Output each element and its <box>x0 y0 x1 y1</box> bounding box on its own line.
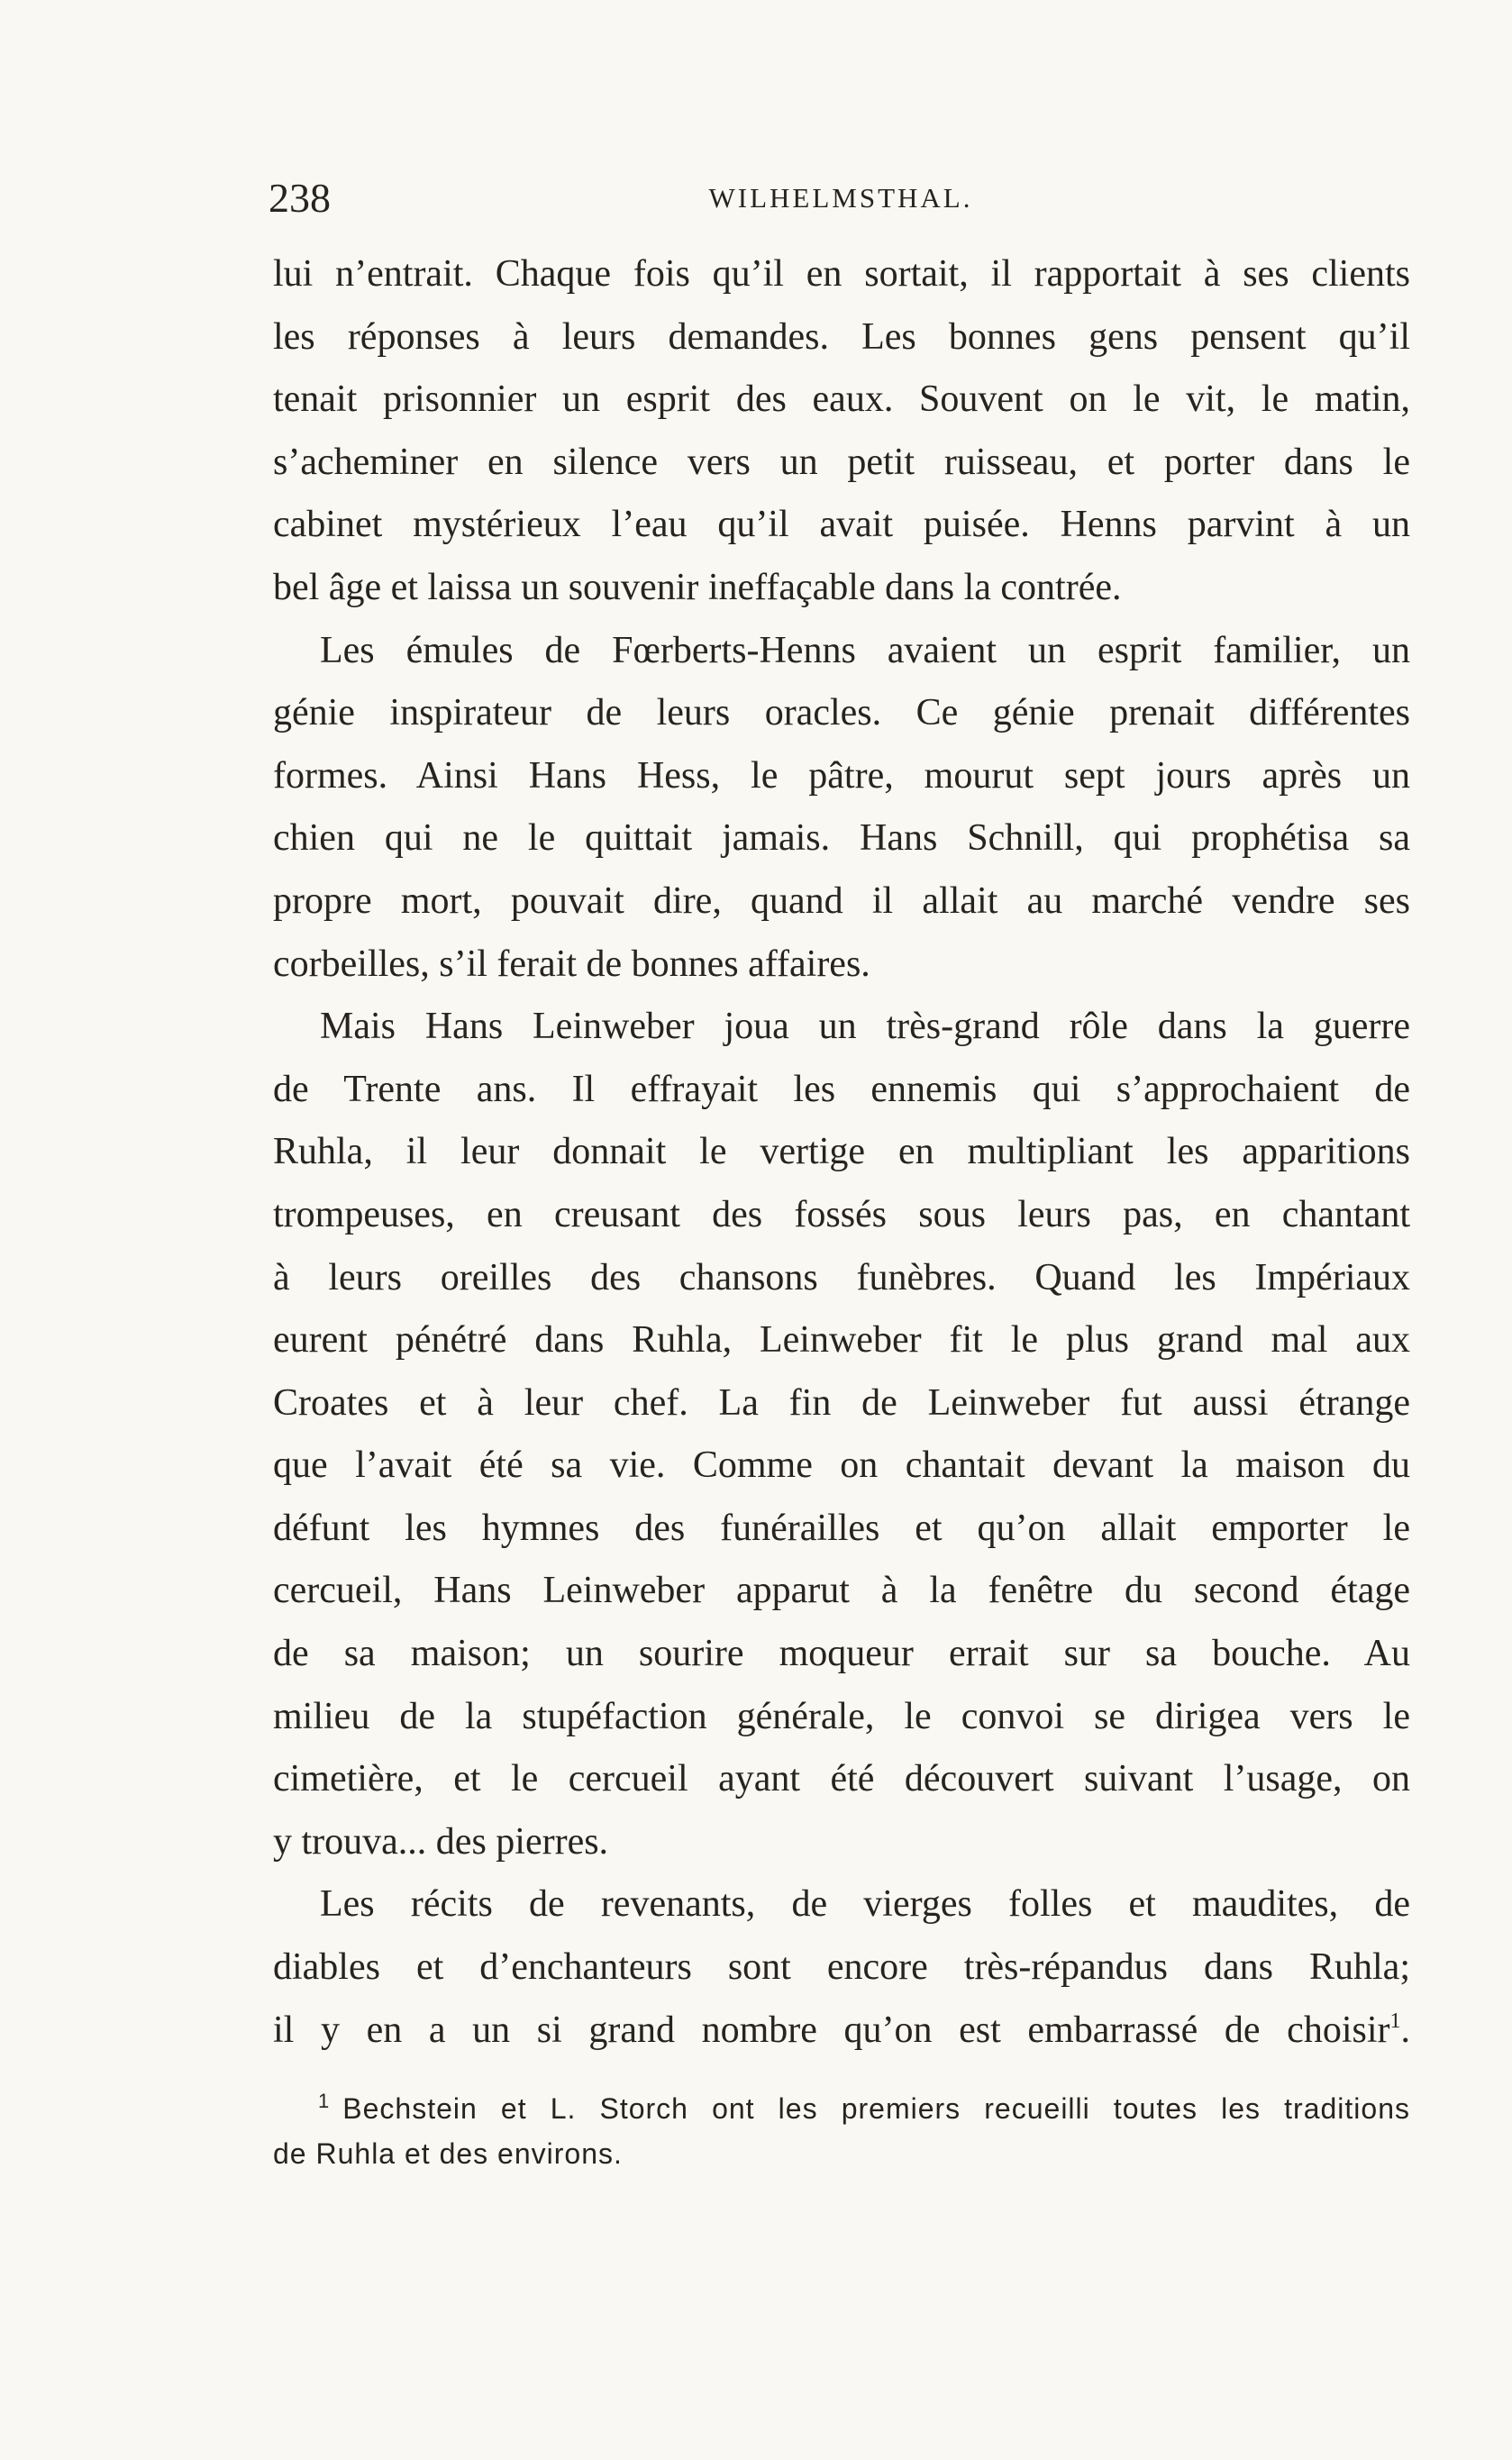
text-line: défunt les hymnes des funérailles et qu’on allait emporter le <box>273 1507 1410 1549</box>
text-line: les réponses à leurs demandes. Les bonnes gens pensent qu’il <box>273 315 1410 358</box>
text-line: Croates et à leur chef. La fin de Leinweber fut aussi étrange <box>273 1381 1410 1424</box>
text-line: formes. Ainsi Hans Hess, le pâtre, mourut sept jours après un <box>273 754 1410 797</box>
text-line: tenait prisonnier un esprit des eaux. Souvent on le vit, le matin, <box>273 378 1410 421</box>
footnote-text: Bechstein et L. Storch ont les premiers recueilli toutes les traditions <box>342 2092 1410 2125</box>
text-line-with-footnote-ref <box>273 2000 1410 2063</box>
footnote-line <box>273 2086 1410 2131</box>
text-line: diables et d’enchanteurs sont encore très-répandus dans Ruhla; <box>273 1946 1410 1989</box>
text-line: trompeuses, en creusant des fossés sous leurs pas, en chantant <box>273 1193 1410 1235</box>
text-line: propre mort, pouvait dire, quand il allait au marché vendre ses <box>273 879 1410 922</box>
page-number: 238 <box>269 175 331 221</box>
running-head: WILHELMSTHAL. <box>708 182 973 214</box>
text-line: Mais Hans Leinweber joua un très-grand rôle dans la guerre <box>320 1006 1410 1048</box>
line-end-punctuation: . <box>1400 2009 1410 2051</box>
text-line: cimetière, et le cercueil ayant été découvert suivant l’usage, on <box>273 1758 1410 1800</box>
text-line: y trouva... des pierres. <box>273 1820 609 1863</box>
footnote-mark: 1 <box>318 2090 331 2112</box>
text-line: bel âge et laissa un souvenir ineffaçable dans la contrée. <box>273 566 1122 608</box>
text-line: de Trente ans. Il effrayait les ennemis qui s’approchaient de <box>273 1068 1410 1110</box>
text-line-content: il y en a un si grand nombre qu’on est embarrassé de choisir <box>273 2009 1390 2051</box>
text-line: Les émules de Fœrberts-Henns avaient un esprit familier, un <box>320 629 1410 671</box>
footnote-reference: 1 <box>1389 2009 1401 2033</box>
text-line: cabinet mystérieux l’eau qu’il avait puisée. Henns parvint à un <box>273 504 1410 546</box>
text-line: s’acheminer en silence vers un petit ruisseau, et porter dans le <box>273 441 1410 483</box>
text-line: eurent pénétré dans Ruhla, Leinweber fit le plus grand mal aux <box>273 1319 1410 1362</box>
text-line: Ruhla, il leur donnait le vertige en multipliant les apparitions <box>273 1131 1410 1173</box>
text-line: Les récits de revenants, de vierges folles et maudites, de <box>320 1883 1410 1926</box>
text-line: à leurs oreilles des chansons funèbres. Quand les Impériaux <box>273 1256 1410 1298</box>
text-line: corbeilles, s’il ferait de bonnes affaires. <box>273 943 870 985</box>
footnote-line: de Ruhla et des environs. <box>273 2137 623 2170</box>
text-line: chien qui ne le quittait jamais. Hans Schnill, qui prophétisa sa <box>273 817 1410 860</box>
text-line: cercueil, Hans Leinweber apparut à la fenêtre du second étage <box>273 1570 1410 1612</box>
text-line: que l’avait été sa vie. Comme on chantait devant la maison du <box>273 1444 1410 1487</box>
page-header <box>269 171 1413 225</box>
text-line: milieu de la stupéfaction générale, le convoi se dirigea vers le <box>273 1695 1410 1737</box>
body-text <box>273 243 1410 2062</box>
text-line: génie inspirateur de leurs oracles. Ce génie prenait différentes <box>273 692 1410 734</box>
footnotes <box>273 2086 1410 2176</box>
text-line: lui n’entrait. Chaque fois qu’il en sortait, il rapportait à ses clients <box>273 253 1410 295</box>
text-line: de sa maison; un sourire moqueur errait sur sa bouche. Au <box>273 1633 1410 1675</box>
